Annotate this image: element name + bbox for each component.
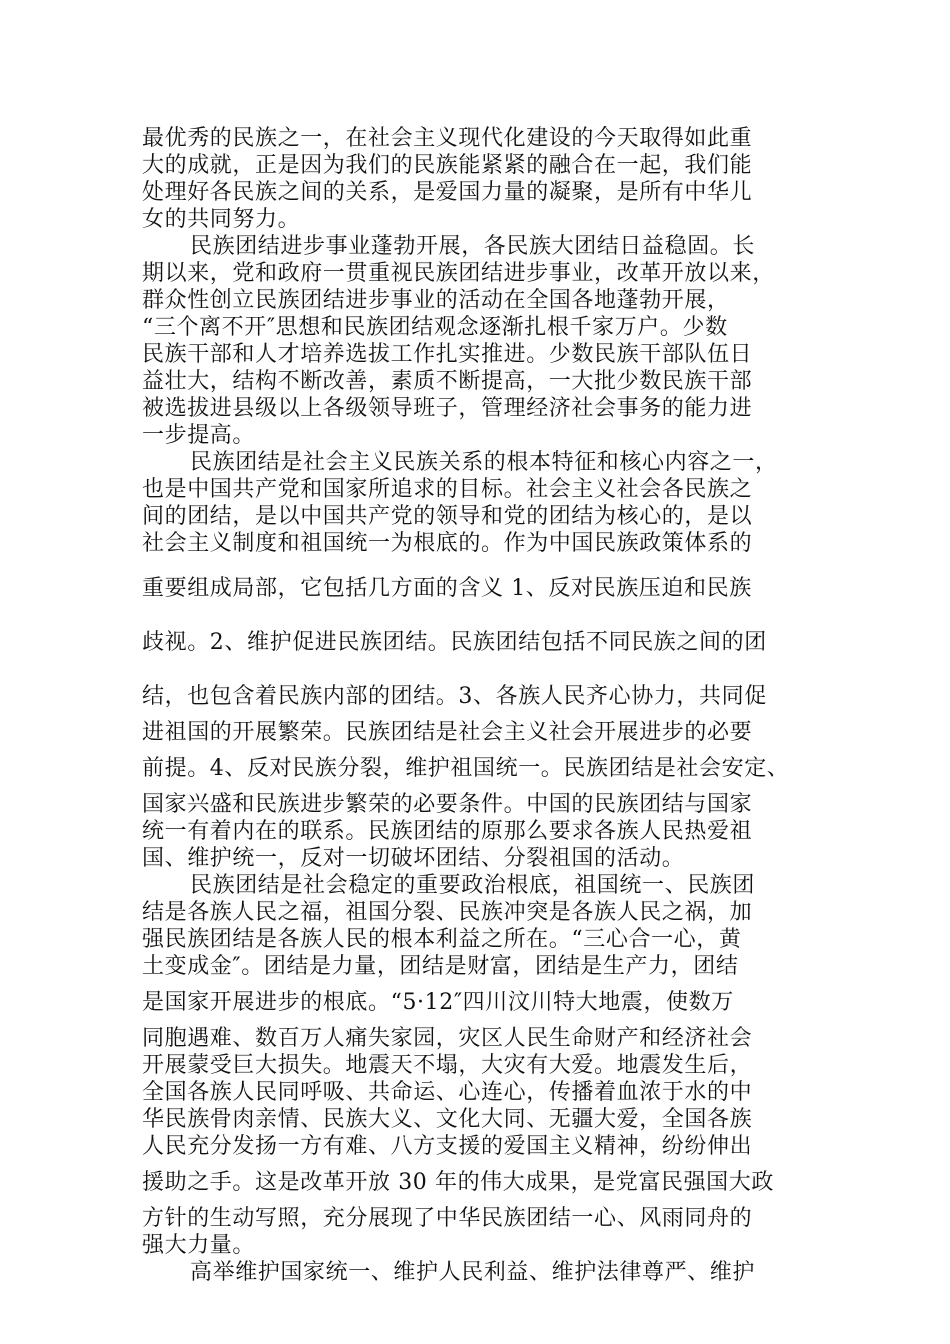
text-line: 是国家开展进步的根底。“5·12″四川汶川特大地震，使数万 bbox=[142, 990, 734, 1015]
text-line: 强民族团结是各族人民的根本利益之所在。“三心合一心，黄 bbox=[142, 927, 742, 952]
text-line: 大的成就，正是因为我们的民族能紧紧的融合在一起，我们能 bbox=[142, 153, 753, 178]
text-line: 歧视。2、维护促进民族团结。民族团结包括不同民族之间的团 bbox=[142, 630, 767, 655]
paragraph-start-line: 民族团结是社会主义民族关系的根本特征和核心内容之一， bbox=[190, 450, 778, 475]
text-line: 方针的生动写照，充分展现了中华民族团结一心、风雨同舟的 bbox=[142, 1206, 753, 1231]
text-line: 一步提高。 bbox=[142, 423, 256, 448]
text-line: 期以来，党和政府一贯重视民族团结进步事业，改革开放以来， bbox=[142, 261, 775, 286]
paragraph-start-line: 民族团结进步事业蓬勃开展，各民族大团结日益稳固。长 bbox=[190, 234, 756, 259]
text-line: 益壮大，结构不断改善，素质不断提高，一大批少数民族干部 bbox=[142, 369, 753, 394]
text-line: 强大力量。 bbox=[142, 1233, 256, 1258]
text-line: 前提。4、反对民族分裂，维护祖国统一。民族团结是社会安定、 bbox=[142, 756, 790, 781]
text-line: 华民族骨肉亲情、民族大义、文化大同、无疆大爱，全国各族 bbox=[142, 1107, 753, 1132]
text-line: 国、维护统一，反对一切破坏团结、分裂祖国的活动。 bbox=[142, 846, 685, 871]
text-line: 结是各族人民之福，祖国分裂、民族冲突是各族人民之祸，加 bbox=[142, 900, 753, 925]
text-line: 人民充分发扬一方有难、八方支援的爱国主义精神，纷纷伸出 bbox=[142, 1134, 753, 1159]
text-line: 被选拔进县级以上各级领导班子，管理经济社会事务的能力进 bbox=[142, 396, 753, 421]
text-line: 社会主义制度和祖国统一为根底的。作为中国民族政策体系的 bbox=[142, 531, 753, 556]
text-line: “三个离不开″思想和民族团结观念逐渐扎根千家万户。少数 bbox=[142, 315, 728, 340]
text-line: 土变成金″。团结是力量，团结是财富，团结是生产力，团结 bbox=[142, 954, 739, 979]
text-line: 处理好各民族之间的关系，是爱国力量的凝聚，是所有中华儿 bbox=[142, 180, 753, 205]
text-line: 国家兴盛和民族进步繁荣的必要条件。中国的民族团结与国家 bbox=[142, 792, 753, 817]
text-line: 援助之手。这是改革开放 30 年的伟大成果，是党富民强国大政 bbox=[142, 1170, 774, 1195]
text-line: 女的共同努力。 bbox=[142, 207, 301, 232]
text-line: 间的团结，是以中国共产党的领导和党的团结为核心的，是以 bbox=[142, 504, 753, 529]
text-line: 同胞遇难、数百万人痛失家园，灾区人民生命财产和经济社会 bbox=[142, 1026, 753, 1051]
text-line: 群众性创立民族团结进步事业的活动在全国各地蓬勃开展， bbox=[142, 288, 730, 313]
text-line: 统一有着内在的联系。民族团结的原那么要求各族人民热爱祖 bbox=[142, 819, 753, 844]
text-line: 进祖国的开展繁荣。民族团结是社会主义社会开展进步的必要 bbox=[142, 720, 753, 745]
text-line: 也是中国共产党和国家所追求的目标。社会主义社会各民族之 bbox=[142, 477, 753, 502]
text-line: 全国各族人民同呼吸、共命运、心连心，传播着血浓于水的中 bbox=[142, 1080, 753, 1105]
text-line: 最优秀的民族之一，在社会主义现代化建设的今天取得如此重 bbox=[142, 126, 753, 151]
text-line: 重要组成局部，它包括几方面的含义 1、反对民族压迫和民族 bbox=[142, 576, 752, 601]
text-line: 民族干部和人才培养选拔工作扎实推进。少数民族干部队伍日 bbox=[142, 342, 753, 367]
text-line: 结，也包含着民族内部的团结。3、各族人民齐心协力，共同促 bbox=[142, 684, 767, 709]
paragraph-start-line: 民族团结是社会稳定的重要政治根底，祖国统一、民族团 bbox=[190, 873, 756, 898]
text-line: 开展蒙受巨大损失。地震天不塌，大灾有大爱。地震发生后， bbox=[142, 1053, 753, 1078]
paragraph-start-line: 高举维护国家统一、维护人民利益、维护法律尊严、维护 bbox=[190, 1260, 756, 1285]
